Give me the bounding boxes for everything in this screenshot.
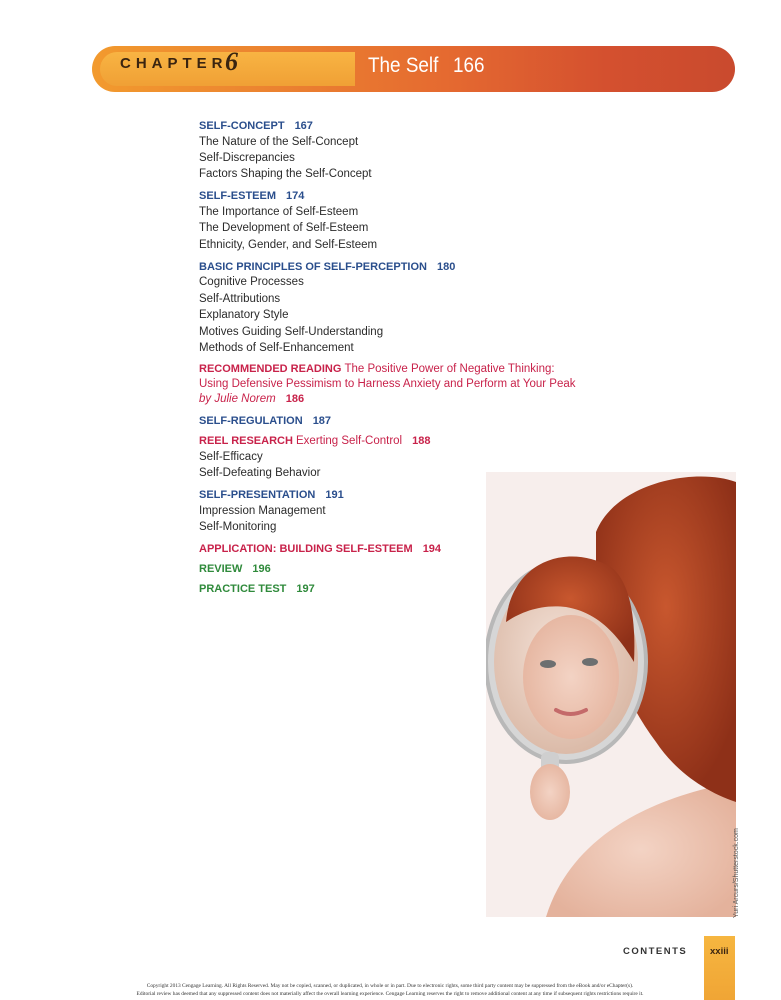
toc-item[interactable]: Factors Shaping the Self-Concept: [199, 168, 372, 180]
page-number: xxiii: [710, 946, 729, 957]
toc-item[interactable]: Self-Defeating Behavior: [199, 467, 321, 479]
chapter-label: CHAPTER: [120, 55, 228, 72]
toc-item[interactable]: Self-Monitoring: [199, 521, 277, 533]
toc-item[interactable]: Cognitive Processes: [199, 276, 304, 288]
toc-reel-research[interactable]: REEL RESEARCH Exerting Self-Control 188: [199, 435, 431, 447]
toc-item[interactable]: The Development of Self-Esteem: [199, 222, 369, 234]
copyright-notice: [80, 982, 700, 998]
toc-item[interactable]: Motives Guiding Self-Understanding: [199, 326, 384, 338]
toc-heading-self-presentation[interactable]: SELF-PRESENTATION 191: [199, 489, 344, 501]
contents-label: CONTENTS: [623, 946, 688, 957]
toc-item[interactable]: Ethnicity, Gender, and Self-Esteem: [199, 239, 378, 251]
toc-application[interactable]: APPLICATION: BUILDING SELF-ESTEEM 194: [199, 543, 442, 555]
toc-item[interactable]: The Importance of Self-Esteem: [199, 206, 359, 218]
copyright-line: Editorial review has deemed that any suppressed content does not materially affect the overall learning experience. Cengage Learning reserves the right to remove additional content at any time if subsequent rights restrictions require it.: [136, 991, 644, 997]
toc-item[interactable]: Methods of Self-Enhancement: [199, 342, 354, 354]
toc-review[interactable]: REVIEW 196: [199, 563, 271, 575]
toc-recommended-title-line2[interactable]: Using Defensive Pessimism to Harness Anxiety and Perform at Your Peak: [199, 378, 576, 390]
chapter-number: 6: [225, 47, 238, 76]
page-number-tab: [704, 936, 735, 1000]
toc-item[interactable]: Self-Discrepancies: [199, 152, 295, 164]
chapter-page: 166: [453, 54, 485, 77]
photo-credit: Yuri Arcurs/Shutterstock.com: [733, 828, 740, 918]
chapter-banner: [92, 46, 735, 92]
chapter-photo: [486, 472, 736, 917]
toc-item[interactable]: Explanatory Style: [199, 309, 289, 321]
toc-heading-self-regulation[interactable]: SELF-REGULATION 187: [199, 415, 332, 427]
toc-heading-self-esteem[interactable]: SELF-ESTEEM 174: [199, 190, 305, 202]
toc-item[interactable]: Self-Attributions: [199, 293, 281, 305]
toc-item[interactable]: Self-Efficacy: [199, 451, 263, 463]
toc-item[interactable]: The Nature of the Self-Concept: [199, 136, 359, 148]
toc-recommended-reading[interactable]: RECOMMENDED READING The Positive Power of Negative Thinking:: [199, 363, 555, 375]
toc-practice-test[interactable]: PRACTICE TEST 197: [199, 583, 315, 595]
toc-heading-self-perception[interactable]: BASIC PRINCIPLES OF SELF-PERCEPTION 180: [199, 261, 456, 273]
toc-item[interactable]: Impression Management: [199, 505, 326, 517]
chapter-title: The Self: [368, 54, 439, 77]
copyright-line: Copyright 2013 Cengage Learning. All Rights Reserved. May not be copied, scanned, or duplicated, in whole or in part. Due to electronic rights, some third party content may be suppressed from the eBook and/or eChapter(s).: [146, 983, 634, 989]
toc-recommended-author[interactable]: by Julie Norem 186: [199, 393, 305, 405]
woman-with-mirror-illustration: [486, 472, 736, 917]
toc-heading-self-concept[interactable]: SELF-CONCEPT 167: [199, 120, 313, 132]
